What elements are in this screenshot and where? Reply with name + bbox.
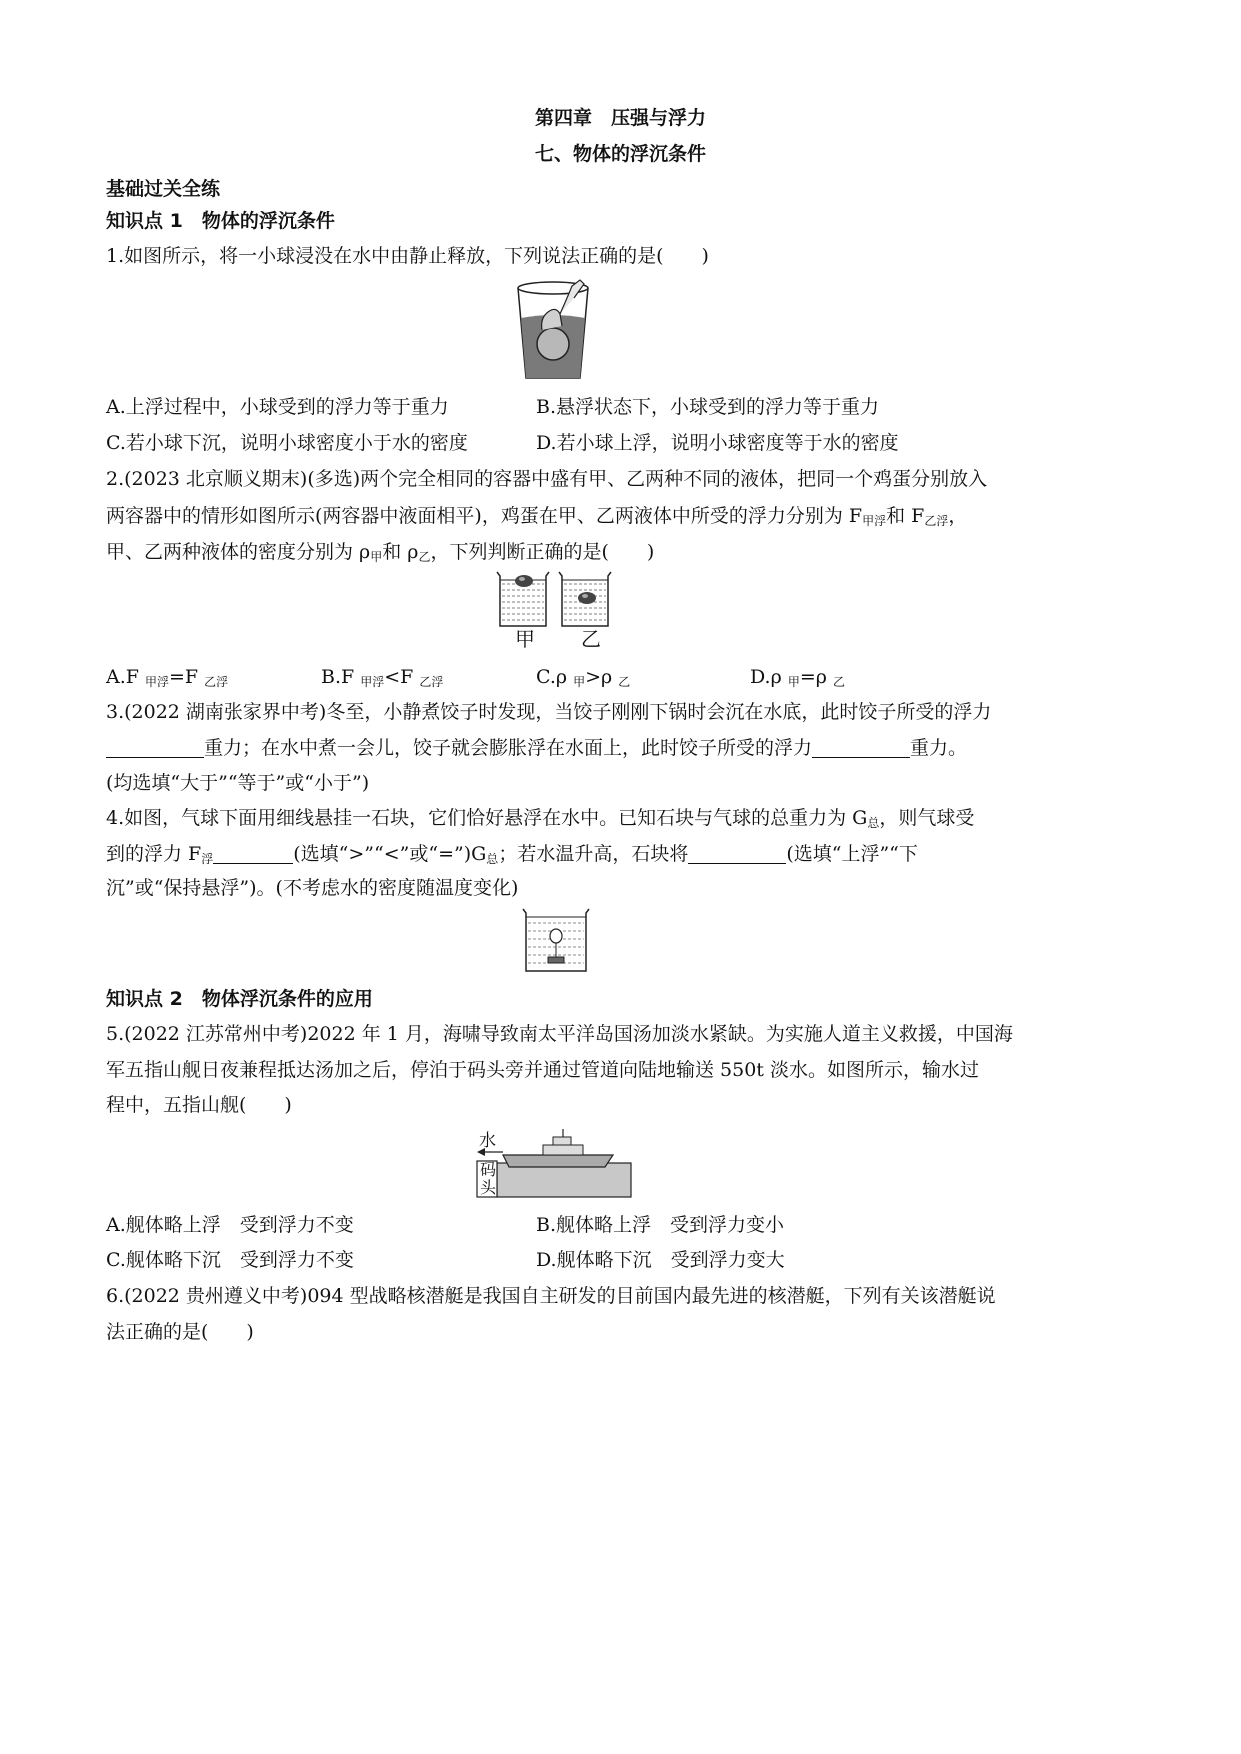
- container-yi: [559, 572, 611, 626]
- knowledge-point-2: 知识点 2 物体浮沉条件的应用: [106, 988, 373, 1010]
- section-title: 七、物体的浮沉条件: [534, 143, 706, 165]
- q3-line3: (均选填“大于”“等于”或“小于”): [106, 772, 370, 794]
- q6-line2: 法正确的是( ): [106, 1321, 254, 1343]
- q4-line2: 到的浮力 $F_浮$ (选填“>”“<”或“$=”)G_总$；若水温升高，石块将 (选填“上浮”“下: [106, 843, 918, 866]
- q2-option-a: A.F $_{甲浮}$=F $_{乙浮}$: [106, 666, 229, 689]
- q4-line3: 沉”或“保持悬浮”)。(不考虑水的密度随温度变化): [106, 877, 519, 899]
- fig-label-water: 水: [479, 1131, 496, 1151]
- q3-line1: 3.(2022 湖南张家界中考)冬至，小静煮饺子时发现，当饺子刚刚下锅时会沉在水底，此时饺子所受的浮力: [106, 701, 992, 723]
- q1-option-b: B.悬浮状态下，小球受到的浮力等于重力: [536, 396, 880, 418]
- q2-option-c: C.ρ $_甲$>ρ $_乙$: [536, 666, 631, 689]
- q1-stem: 1.如图所示，将一小球浸没在水中由静止释放，下列说法正确的是( ): [106, 245, 709, 267]
- fig-label-yi: 乙: [581, 627, 601, 651]
- q5-line1: 5.(2022 江苏常州中考)2022 年 1 月，海啸导致南太平洋岛国汤加淡水紧缺。为实施人道主义救援，中国海: [106, 1023, 1013, 1045]
- q1-option-a: A.上浮过程中，小球受到的浮力等于重力: [106, 396, 449, 418]
- q5-ship-figure: [473, 1125, 633, 1200]
- q1-beaker-figure: [510, 278, 596, 386]
- q4-blank-1[interactable]: [213, 843, 293, 864]
- part-title: 基础过关全练: [106, 178, 221, 200]
- q5-option-b: B.舰体略上浮 受到浮力变小: [536, 1214, 785, 1236]
- q2-line3: 甲、乙两种液体的密度分别为 $\rho_甲$和 $\rho_乙$，下列判断正确的是( ): [106, 541, 655, 564]
- q5-line3: 程中，五指山舰( ): [106, 1094, 292, 1116]
- knowledge-point-1: 知识点 1 物体的浮沉条件: [106, 210, 335, 232]
- q1-option-d: D.若小球上浮，说明小球密度等于水的密度: [536, 432, 899, 454]
- q3-blank-1[interactable]: [106, 737, 204, 758]
- q6-line1: 6.(2022 贵州遵义中考)094 型战略核潜艇是我国自主研发的目前国内最先进的核潜艇，下列有关该潜艇说: [106, 1285, 996, 1307]
- q4-line1: 4.如图，气球下面用细线悬挂一石块，它们恰好悬浮在水中。已知石块与气球的总重力为 $G_总$，则气球受: [106, 807, 975, 830]
- q3-blank-2[interactable]: [812, 737, 910, 758]
- q2-line1: 2.(2023 北京顺义期末)(多选)两个完全相同的容器中盛有甲、乙两种不同的液体，把同一个鸡蛋分别放入: [106, 468, 988, 490]
- q5-option-a: A.舰体略上浮 受到浮力不变: [106, 1214, 354, 1236]
- q1-option-c: C.若小球下沉，说明小球密度小于水的密度: [106, 432, 468, 454]
- q3-line2: 重力；在水中煮一会儿，饺子就会膨胀浮在水面上，此时饺子所受的浮力 重力。: [106, 734, 967, 762]
- q5-option-d: D.舰体略下沉 受到浮力变大: [536, 1249, 785, 1271]
- q5-line2: 军五指山舰日夜兼程抵达汤加之后，停泊于码头旁并通过管道向陆地输送 550t 淡水。如图所示，输水过: [106, 1059, 979, 1081]
- q2-option-b: B.F $_{甲浮}$<F $_{乙浮}$: [321, 666, 444, 689]
- fig-label-jia: 甲: [515, 627, 535, 651]
- q4-blank-2[interactable]: [688, 843, 786, 864]
- fig-label-ma: 码: [480, 1160, 497, 1179]
- q2-option-d: D.ρ $_甲$=ρ $_乙$: [750, 666, 845, 689]
- chapter-title: 第四章 压强与浮力: [534, 107, 706, 129]
- fig-label-tou: 头: [480, 1178, 497, 1197]
- container-jia: [497, 572, 549, 626]
- q4-balloon-figure: [520, 907, 592, 975]
- q2-line2: 两容器中的情形如图所示(两容器中液面相平)，鸡蛋在甲、乙两液体中所受的浮力分别为 $F_{甲浮}$和 $F_{乙浮}$，: [106, 505, 968, 528]
- q5-option-c: C.舰体略下沉 受到浮力不变: [106, 1249, 354, 1271]
